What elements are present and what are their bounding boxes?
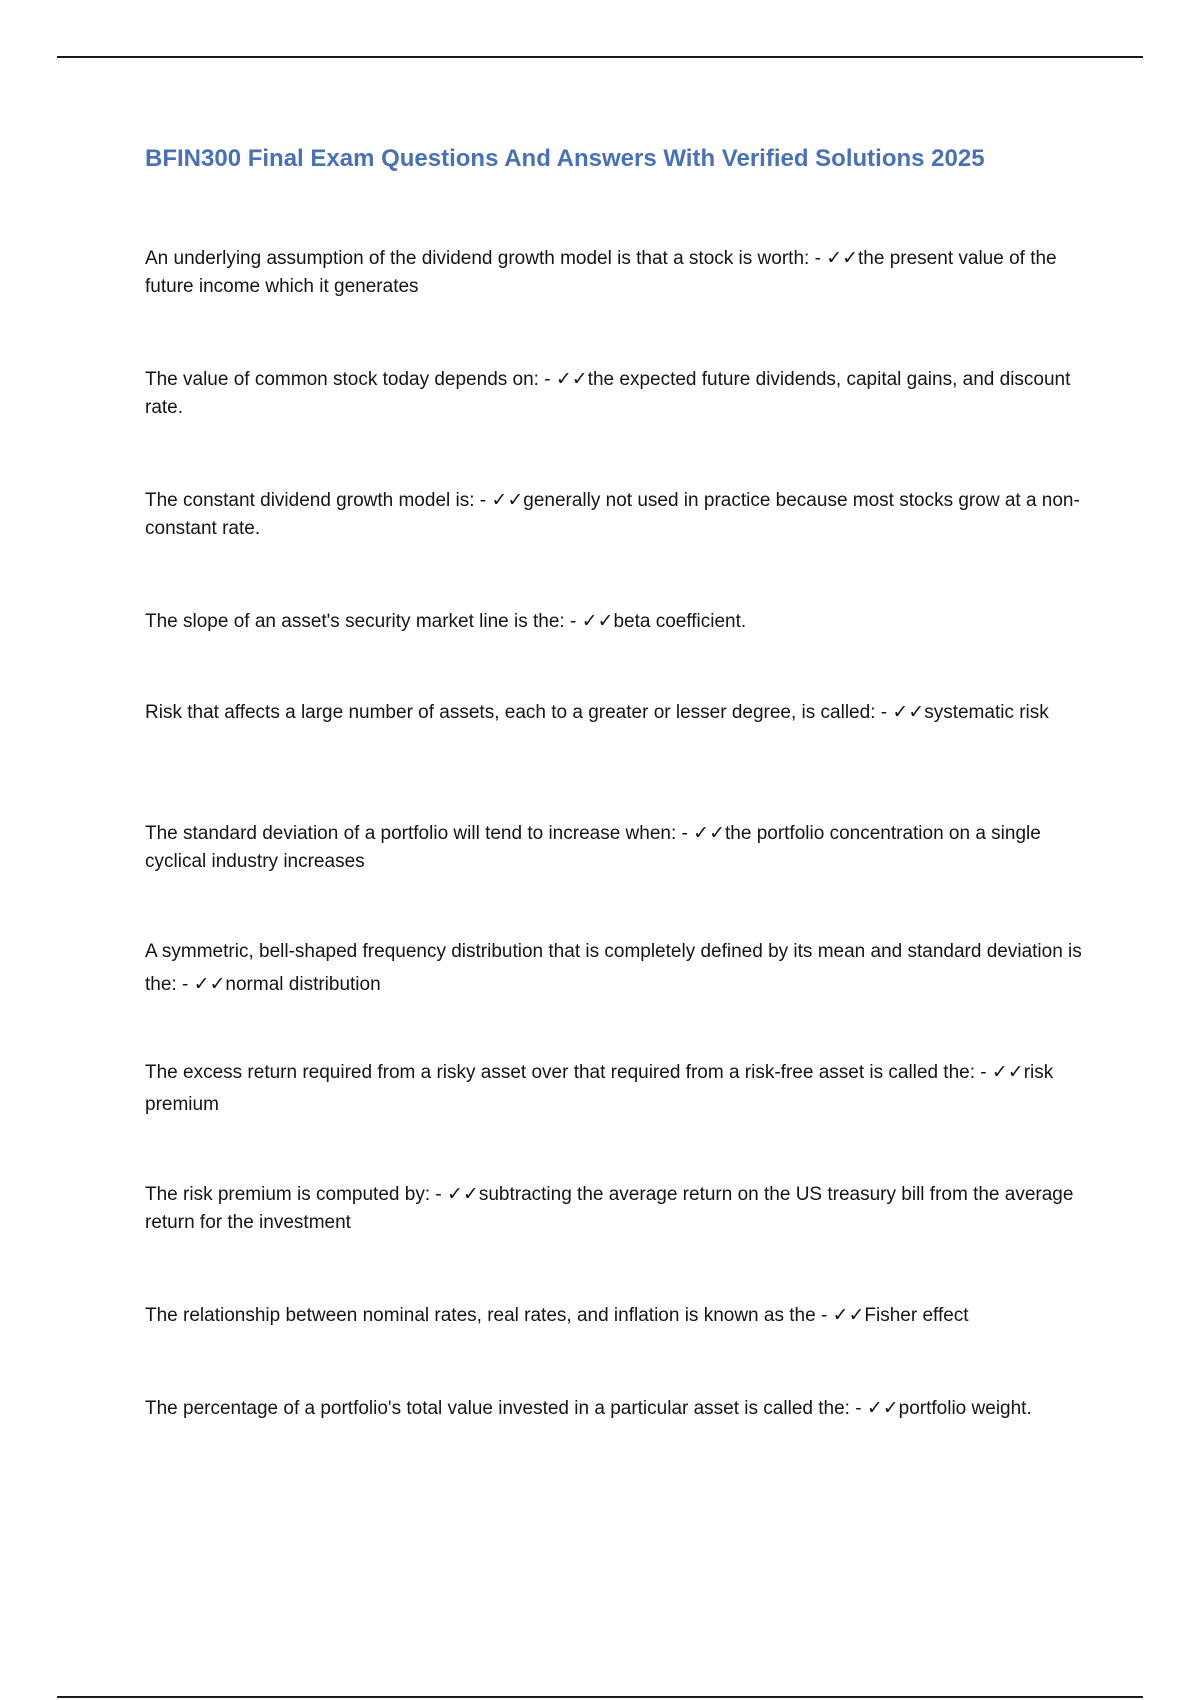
answer-text: portfolio weight.	[898, 1398, 1032, 1419]
qa-item-2	[145, 365, 1095, 422]
check-icon: ✓✓	[491, 489, 524, 511]
check-icon: ✓✓	[555, 368, 588, 390]
question-text: The relationship between nominal rates, real rates, and inflation is known as the -	[145, 1305, 833, 1326]
qa-item-4	[145, 607, 1095, 636]
check-icon: ✓✓	[693, 822, 725, 844]
question-text: The standard deviation of a portfolio will tend to increase when: -	[145, 823, 694, 844]
answer-text: risk premium	[145, 1062, 1054, 1115]
answer-text: Fisher effect	[864, 1305, 969, 1326]
question-text: The constant dividend growth model is: -	[145, 490, 492, 511]
check-icon: ✓✓	[866, 1397, 899, 1419]
question-text: The slope of an asset's security market line is the: -	[145, 611, 582, 632]
qa-item-5	[145, 698, 1095, 727]
question-text: An underlying assumption of the dividend growth model is that a stock is worth: -	[145, 248, 827, 269]
answer-text: beta coefficient.	[613, 611, 747, 632]
question-text: The excess return required from a risky asset over that required from a risk-free asset is called the: -	[145, 1062, 992, 1083]
document-title: BFIN300 Final Exam Questions And Answers With Verified Solutions 2025	[145, 145, 985, 172]
qa-item-3	[145, 486, 1095, 543]
answer-text: the expected future dividends, capital gains, and discount rate.	[145, 369, 1071, 418]
qa-item-6	[145, 819, 1095, 876]
qa-item-9	[145, 1180, 1095, 1237]
check-icon: ✓✓	[991, 1061, 1024, 1083]
question-text: Risk that affects a large number of assets, each to a greater or lesser degree, is called: -	[145, 702, 893, 723]
check-icon: ✓✓	[832, 1304, 865, 1326]
answer-text: the present value of the future income which it generates	[145, 248, 1057, 297]
question-text: A symmetric, bell-shaped frequency distribution that is completely defined by its mean and standard deviation is the: -	[145, 941, 1082, 995]
check-icon: ✓✓	[581, 610, 614, 632]
answer-text: the portfolio concentration on a single cyclical industry increases	[145, 823, 1041, 872]
qa-item-1	[145, 244, 1095, 301]
question-text: The value of common stock today depends on: -	[145, 369, 556, 390]
answer-text: systematic risk	[924, 702, 1049, 723]
question-text: The risk premium is computed by: -	[145, 1184, 447, 1205]
qa-item-10	[145, 1301, 1095, 1330]
footer-rule	[57, 1696, 1143, 1698]
header-rule	[57, 56, 1143, 58]
answer-text: normal distribution	[225, 974, 381, 995]
question-text: The percentage of a portfolio's total value invested in a particular asset is called the: -	[145, 1398, 867, 1419]
check-icon: ✓✓	[826, 247, 859, 269]
check-icon: ✓✓	[446, 1183, 479, 1205]
check-icon: ✓✓	[193, 973, 226, 995]
check-icon: ✓✓	[892, 701, 925, 723]
qa-item-7	[145, 936, 1095, 1001]
answer-text: subtracting the average return on the US treasury bill from the average return for the investment	[145, 1184, 1074, 1233]
qa-item-8	[145, 1056, 1095, 1121]
qa-item-11	[145, 1394, 1095, 1423]
answer-text: generally not used in practice because most stocks grow at a non-constant rate.	[145, 490, 1080, 539]
